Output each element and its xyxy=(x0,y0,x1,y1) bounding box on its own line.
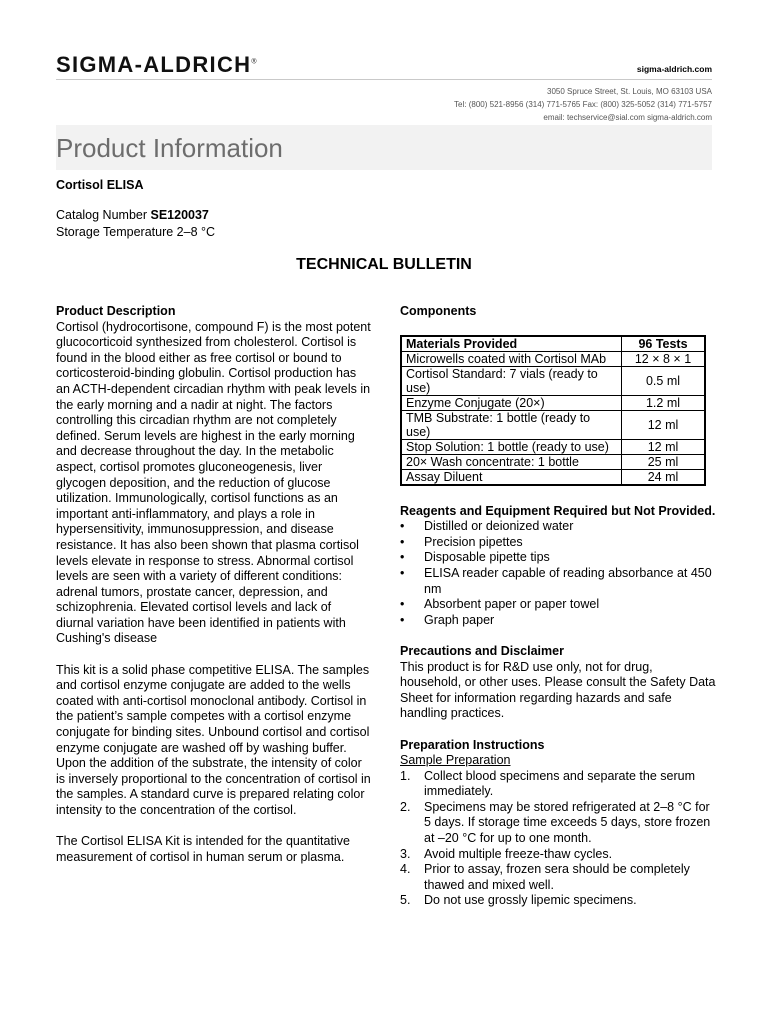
step-number: 5. xyxy=(400,893,411,908)
list-item-text: Precision pipettes xyxy=(424,534,523,549)
table-cell: 1.2 ml xyxy=(622,395,706,410)
reagents-list xyxy=(400,519,716,628)
step-text: Avoid multiple freeze-thaw cycles. xyxy=(424,846,613,861)
bullet-icon: • xyxy=(400,612,405,627)
reagents-heading: Reagents and Equipment Required but Not Provided. xyxy=(400,503,716,518)
table-header-row xyxy=(401,336,705,352)
table-cell: 0.5 ml xyxy=(622,366,706,395)
description-paragraph-1: Cortisol (hydrocortisone, compound F) is the most potent glucocorticoid synthesized from cholesterol. Cortisol is found in the blood either as free cortisol or bound to corticosteroid-binding globulin. Cortisol production has an ACTH-dependent circadian rhythm with peak levels in the early morning and a nadir at night. The factors controlling this circadian rhythm are not completely defined. Serum levels are highest in the early morning and decrease throughout the day. In the metabolic aspect, cortisol promotes gluconeogenesis, liver glycogen deposition, and the reduction of glucose utilization. Immunologically, cortisol functions as an important anti-inflammatory, and plays a role in hypersensitivity, immunosuppression, and disease resistance. It has also been shown that plasma cortisol levels elevate in response to stress. Abnormal cortisol levels are seen with a variety of different conditions: adrenal tumors, prostate cancer, depression, and schizophrenia. Elevated cortisol levels and lack of diurnal variation have been identified in patients with Cushing's disease xyxy=(56,319,371,646)
list-item xyxy=(400,613,716,629)
logo-text: SIGMA-ALDRICH xyxy=(56,52,252,77)
table-cell: Stop Solution: 1 bottle (ready to use) xyxy=(401,439,622,454)
preparation-heading: Preparation Instructions xyxy=(400,737,545,752)
step-text: Do not use grossly lipemic specimens. xyxy=(424,893,637,908)
bullet-icon: • xyxy=(400,534,405,549)
contact-block xyxy=(454,85,712,124)
email-line: email: techservice@sial.com sigma-aldrich.com xyxy=(543,113,712,122)
list-item-text: ELISA reader capable of reading absorbance at 450 nm xyxy=(424,565,712,596)
description-paragraph-2: This kit is a solid phase competitive ELISA. The samples and cortisol enzyme conjugate are added to the wells coated with anti-cortisol monoclonal antibody. Cortisol in the patient’s sample competes with a cortisol enzyme conjugate for binding sites. Unbound cortisol and cortisol enzyme conjugate are washed off by washing buffer. Upon the addition of the substrate, the intensity of color is inversely proportional to the concentration of cortisol in the samples. A standard curve is prepared relating color intensity to the concentration of the cortisol. xyxy=(56,662,371,817)
table-cell: Enzyme Conjugate (20×) xyxy=(401,395,622,410)
list-item-text: Distilled or deionized water xyxy=(424,519,574,534)
table-cell: TMB Substrate: 1 bottle (ready to use) xyxy=(401,410,622,439)
table-row xyxy=(401,469,705,485)
table-row xyxy=(401,454,705,469)
table-header-cell: 96 Tests xyxy=(622,336,706,352)
list-item-text: Absorbent paper or paper towel xyxy=(424,597,600,612)
list-item xyxy=(400,893,716,909)
table-cell: 20× Wash concentrate: 1 bottle xyxy=(401,454,622,469)
table-header-cell: Materials Provided xyxy=(401,336,622,352)
list-item xyxy=(400,535,716,551)
phone-line: Tel: (800) 521-8956 (314) 771-5765 Fax: (800) 325-5052 (314) 771-5757 xyxy=(454,100,712,109)
table-cell: 24 ml xyxy=(622,469,706,485)
step-number: 2. xyxy=(400,799,411,814)
precautions-heading: Precautions and Disclaimer xyxy=(400,643,564,658)
table-row xyxy=(401,366,705,395)
bullet-icon: • xyxy=(400,597,405,612)
table-row xyxy=(401,395,705,410)
website-label: sigma-aldrich.com xyxy=(636,64,712,74)
components-heading: Components xyxy=(400,304,477,318)
table-cell: Microwells coated with Cortisol MAb xyxy=(401,351,622,366)
step-number: 3. xyxy=(400,846,411,861)
bullet-icon: • xyxy=(400,519,405,534)
right-column xyxy=(400,304,716,909)
list-item xyxy=(400,550,716,566)
list-item xyxy=(400,597,716,613)
step-text: Specimens may be stored refrigerated at 2–8 °C for 5 days. If storage time exceeds 5 days, store frozen at –20 °C for up to one month. xyxy=(424,799,711,846)
list-item xyxy=(400,862,716,893)
list-item-text: Disposable pipette tips xyxy=(424,550,550,565)
bullet-icon: • xyxy=(400,565,405,580)
catalog-label: Catalog Number xyxy=(56,208,151,222)
table-cell: 12 ml xyxy=(622,439,706,454)
step-number: 4. xyxy=(400,862,411,877)
table-row xyxy=(401,439,705,454)
list-item xyxy=(400,769,716,800)
table-cell: Assay Diluent xyxy=(401,469,622,485)
sample-preparation-heading: Sample Preparation xyxy=(400,753,511,768)
list-item xyxy=(400,800,716,847)
catalog-line xyxy=(56,207,215,224)
table-row xyxy=(401,351,705,366)
precautions-text: This product is for R&D use only, not for drug, household, or other uses. Please consult the Safety Data Sheet for information regarding hazards and safe handling practices. xyxy=(400,659,716,721)
table-cell: 25 ml xyxy=(622,454,706,469)
step-number: 1. xyxy=(400,768,411,783)
table-cell: Cortisol Standard: 7 vials (ready to use) xyxy=(401,366,622,395)
product-name: Cortisol ELISA xyxy=(56,178,144,192)
step-text: Collect blood specimens and separate the serum immediately. xyxy=(424,768,695,799)
components-table xyxy=(400,335,706,486)
registered-mark: ® xyxy=(251,58,258,66)
table-cell: 12 ml xyxy=(622,410,706,439)
left-column xyxy=(56,304,372,865)
table-row xyxy=(401,410,705,439)
product-meta xyxy=(56,207,215,241)
list-item xyxy=(400,519,716,535)
bullet-icon: • xyxy=(400,550,405,565)
description-paragraph-3: The Cortisol ELISA Kit is intended for the quantitative measurement of cortisol in human serum or plasma. xyxy=(56,834,350,864)
sigma-aldrich-logo xyxy=(56,52,258,78)
preparation-steps xyxy=(400,769,716,909)
description-heading: Product Description xyxy=(56,304,176,318)
list-item-text: Graph paper xyxy=(424,612,495,627)
step-text: Prior to assay, frozen sera should be completely thawed and mixed well. xyxy=(424,862,690,892)
table-cell: 12 × 8 × 1 xyxy=(622,351,706,366)
catalog-number: SE120037 xyxy=(150,208,209,222)
list-item xyxy=(400,566,716,597)
list-item xyxy=(400,847,716,863)
storage-temperature: Storage Temperature 2–8 °C xyxy=(56,225,216,239)
bulletin-title: TECHNICAL BULLETIN xyxy=(296,256,472,273)
header-divider xyxy=(56,79,712,80)
address-line: 3050 Spruce Street, St. Louis, MO 63103 USA xyxy=(547,87,712,96)
page-title: Product Information xyxy=(56,133,283,163)
